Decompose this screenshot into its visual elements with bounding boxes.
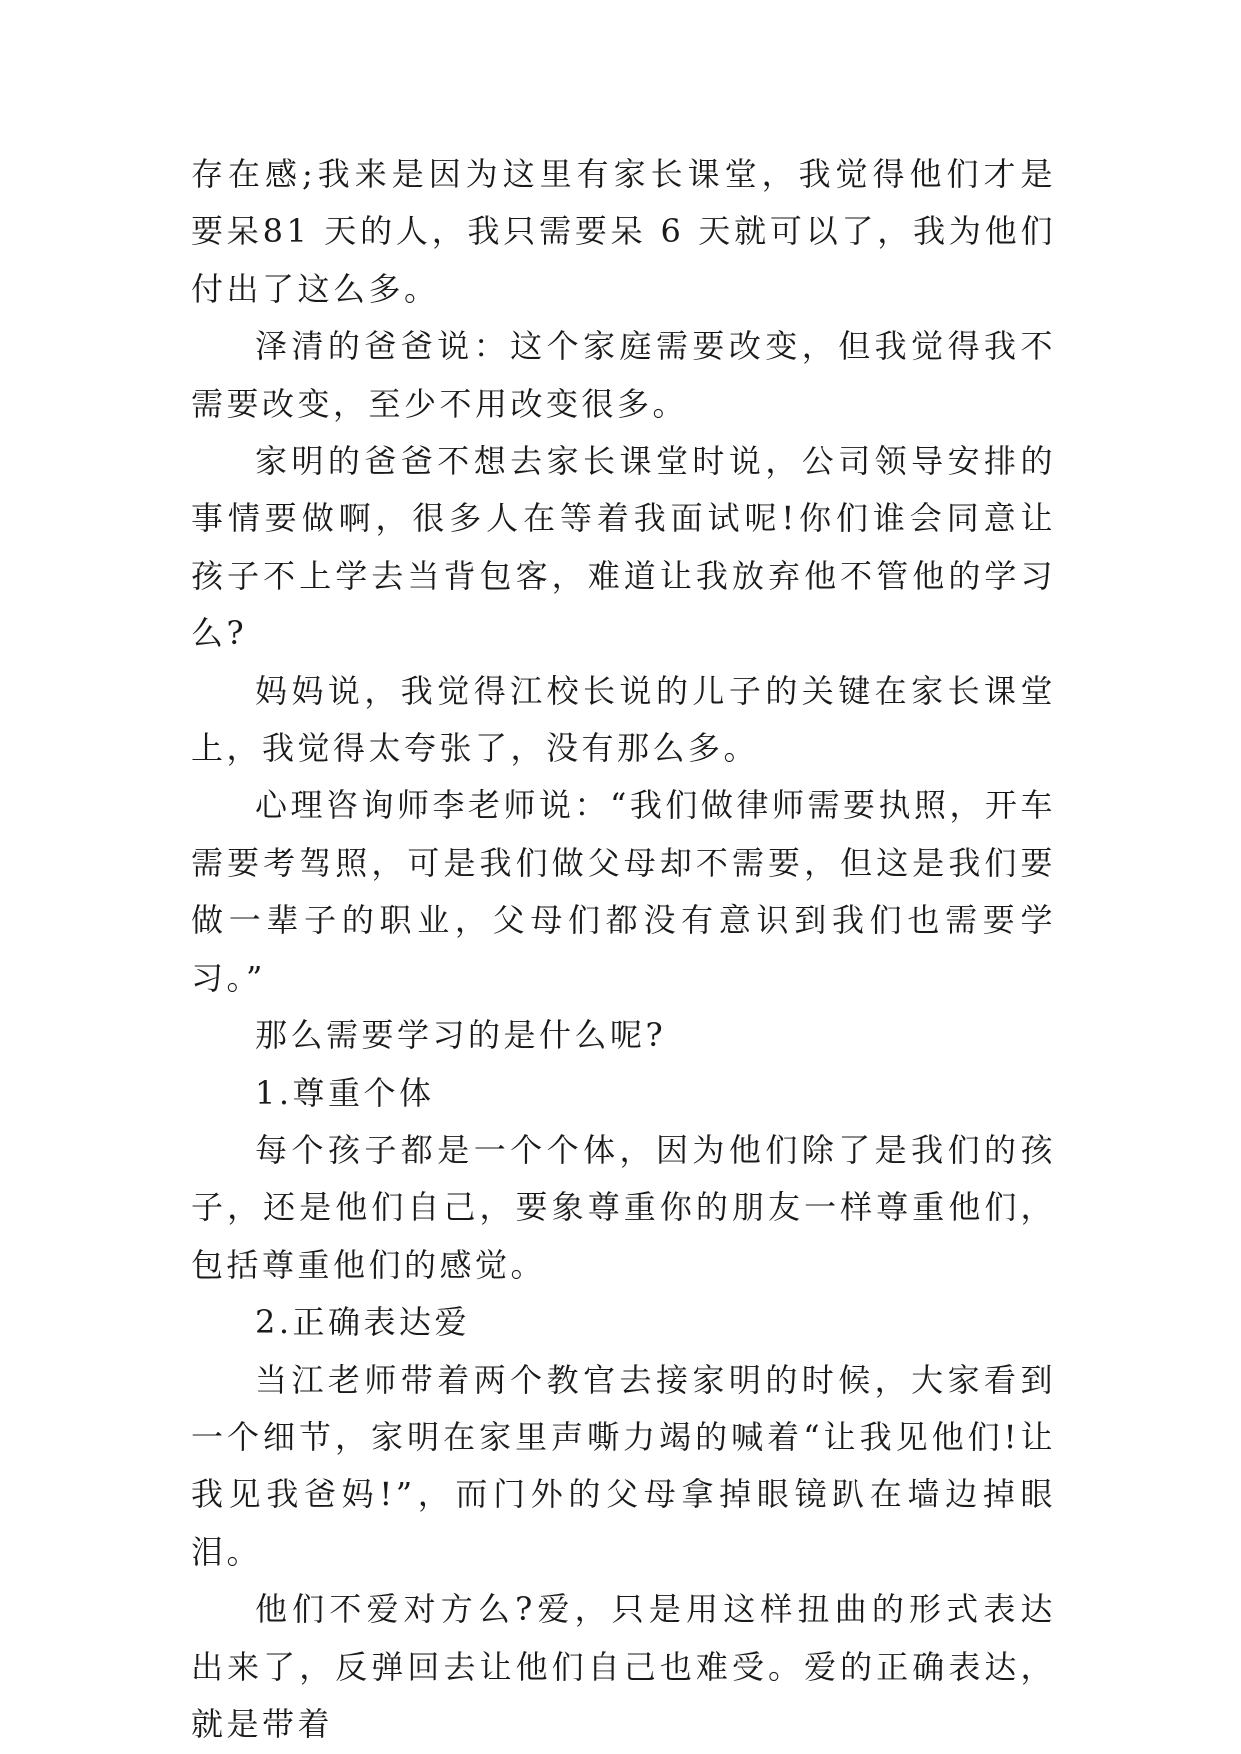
paragraph-counselor: 心理咨询师李老师说：“我们做律师需要执照，开车需要考驾照，可是我们做父母却不需要，但这是我们要做一辈子的职业，父母们都没有意识到我们也需要学习。” [191,786,1056,997]
paragraph-question: 那么需要学习的是什么呢? [255,1016,667,1055]
document-page [191,146,1056,1753]
heading-respect-individual: 1.尊重个体 [255,1073,435,1112]
paragraph-zeqing-father: 泽清的爸爸说：这个家庭需要改变，但我觉得我不需要改变，至少不用改变很多。 [191,327,1056,423]
paragraph-continued: 存在感;我来是因为这里有家长课堂，我觉得他们才是要呆81 天的人，我只需要呆 6 天就可以了，我为他们付出了这么多。 [191,155,1056,308]
paragraph-jiaming-father: 家明的爸爸不想去家长课堂时说，公司领导安排的事情要做啊，很多人在等着我面试呢!你们谁会同意让孩子不上学去当背包客，难道让我放弃他不管他的学习么? [191,442,1056,653]
paragraph-love-expression: 他们不爱对方么?爱，只是用这样扭曲的形式表达出来了，反弹回去让他们自己也难受。爱的正确表达，就是带着 [191,1590,1056,1743]
heading-express-love: 2.正确表达爱 [255,1303,471,1342]
paragraph-respect: 每个孩子都是一个个体，因为他们除了是我们的孩子，还是他们自己，要象尊重你的朋友一样尊重他们，包括尊重他们的感觉。 [191,1130,1056,1284]
paragraph-mother: 妈妈说，我觉得江校长说的儿子的关键在家长课堂上，我觉得太夸张了，没有那么多。 [191,671,1056,768]
paragraph-teacher-jiang: 当江老师带着两个教官去接家明的时候，大家看到一个细节，家明在家里声嘶力竭的喊着“让我见他们!让我见我爸妈!”，而门外的父母拿掉眼镜趴在墙边掉眼泪。 [191,1360,1056,1571]
